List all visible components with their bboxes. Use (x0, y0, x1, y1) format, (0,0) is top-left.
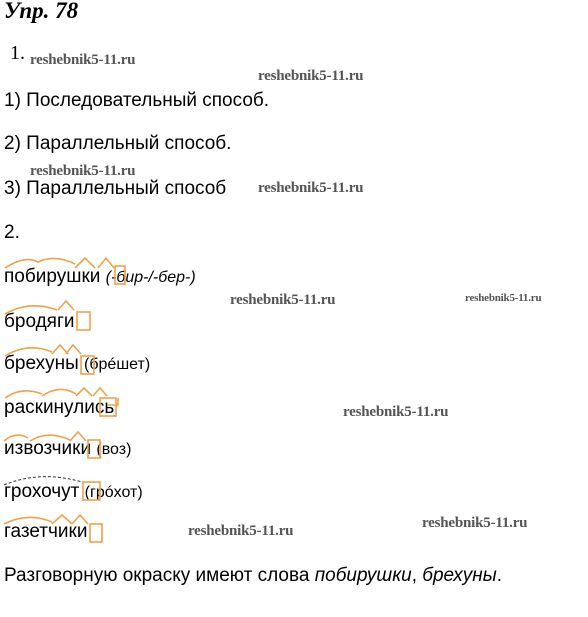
watermark: reshebnik5-11.ru (258, 68, 364, 84)
word-row-izvozchiki (4, 438, 131, 461)
word-text: брехуны (4, 353, 79, 374)
watermark: reshebnik5-11.ru (188, 523, 294, 539)
watermark: reshebnik5-11.ru (422, 515, 528, 531)
watermark: reshebnik5-11.ru (258, 180, 364, 196)
conclusion-sentence: Разговорную окраску имеют слова побирушки, брехуны. (4, 565, 503, 586)
watermark: reshebnik5-11.ru (465, 292, 542, 304)
conclusion-word-1: побирушки (314, 565, 412, 586)
word-note: (брéшет) (84, 356, 151, 373)
answer-1: 1) Последовательный способ. (4, 90, 270, 111)
watermark: reshebnik5-11.ru (30, 52, 136, 68)
word-row-gazetchiki (4, 521, 87, 543)
word-text: бродяги (4, 311, 75, 332)
word-text: газетчики (4, 521, 88, 542)
word-text: грохочут (4, 481, 80, 502)
word-row-brodyagi (4, 311, 75, 333)
watermark: reshebnik5-11.ru (343, 404, 449, 420)
answer-2: 2) Параллельный способ. (4, 133, 232, 154)
watermark: reshebnik5-11.ru (230, 292, 336, 308)
watermark: reshebnik5-11.ru (30, 163, 136, 179)
word-note: (-бир-/-бер-) (105, 269, 196, 286)
word-text: побирушки (4, 266, 101, 287)
section-1-number: 1. (10, 42, 25, 64)
word-row-pobirushki (4, 266, 196, 289)
word-row-raskinulis (4, 397, 114, 419)
section-2-number: 2. (4, 222, 20, 243)
word-row-grokhochut (4, 481, 143, 504)
word-note: (грóхот) (84, 484, 143, 501)
exercise-title: Упр. 78 (4, 0, 79, 23)
word-row-brekhuny (4, 353, 150, 376)
conclusion-word-2: брехуны (422, 565, 497, 586)
word-text: раскинулись (4, 397, 115, 418)
word-note: (воз) (96, 441, 132, 458)
answer-3: 3) Параллельный способ (4, 178, 227, 199)
word-text: извозчики (4, 438, 92, 459)
